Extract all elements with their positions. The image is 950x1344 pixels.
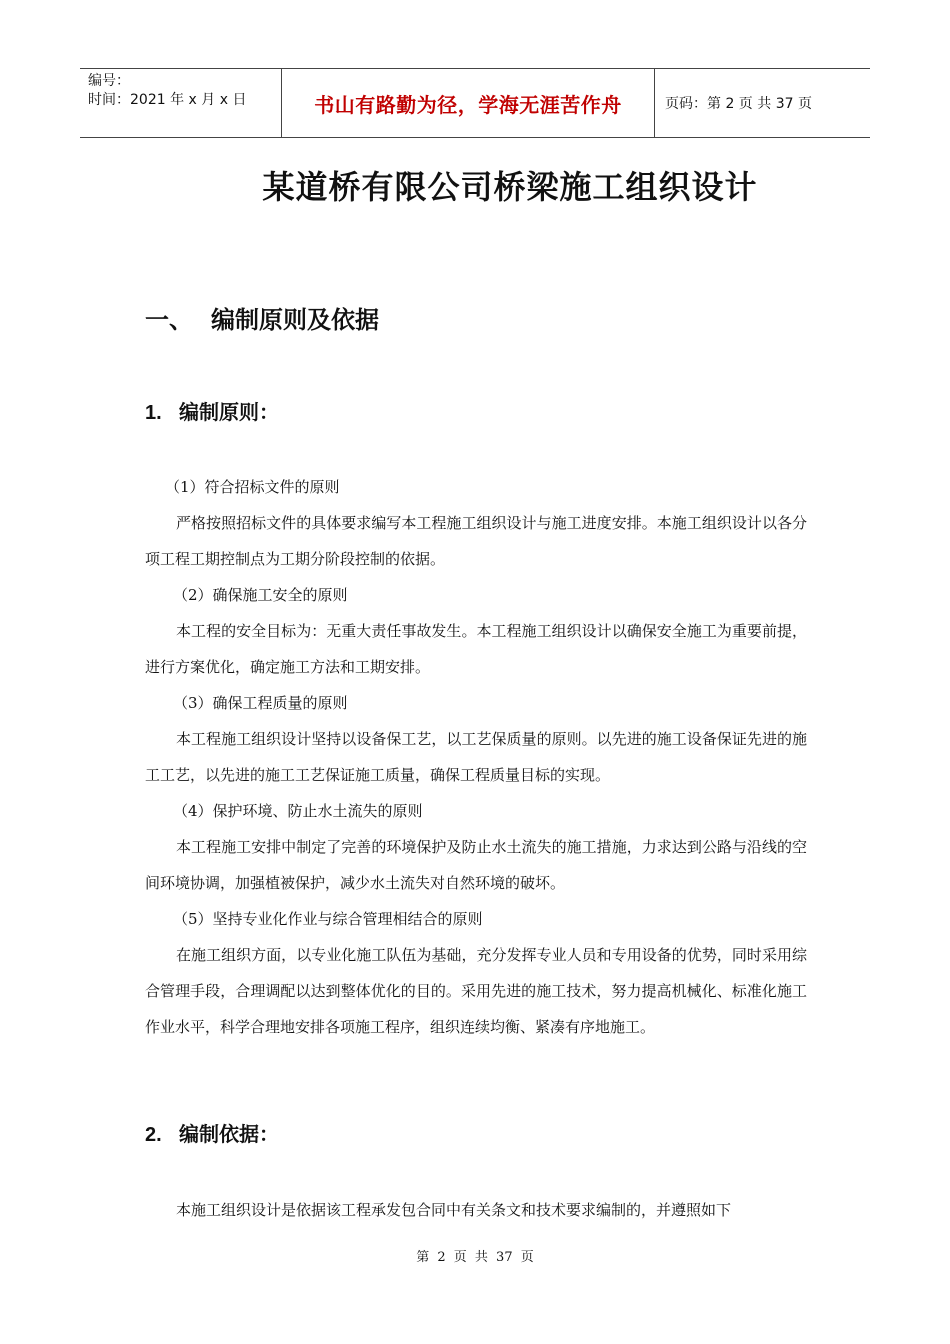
principle-text: 本工程施工组织设计坚持以设备保工艺，以工艺保质量的原则。以先进的施工设备保证先进的施工工艺，以先进的施工工艺保证施工质量，确保工程质量目标的实现。 xyxy=(145,730,807,784)
header-meta-cell xyxy=(80,69,282,137)
header-page-number: 页码：第 2 页 共 37 页 xyxy=(665,96,812,112)
header-page-cell xyxy=(655,69,870,137)
subsection-number: 2. xyxy=(145,1124,162,1146)
subsection-heading-basis xyxy=(145,1118,279,1147)
principle-title: （2）确保施工安全的原则 xyxy=(173,586,348,604)
document-time-label: 时间：2021 年 x 月 x 日 xyxy=(88,92,247,108)
principle-text: 在施工组织方面，以专业化施工队伍为基础，充分发挥专业人员和专用设备的优势，同时采用综合管理手段，合理调配以达到整体优化的目的。采用先进的施工技术，努力提高机械化、标准化施工作业水平，科学合理地安排各项施工程序，组织连续均衡、紧凑有序地施工。 xyxy=(145,946,807,1036)
principle-title: （1）符合招标文件的原则 xyxy=(165,478,340,496)
page-footer: 第 2 页 共 37 页 xyxy=(416,1250,534,1265)
header-motto-cell xyxy=(282,69,655,137)
principles-body xyxy=(145,469,807,1045)
principle-text: 本工程的安全目标为：无重大责任事故发生。本工程施工组织设计以确保安全施工为重要前提，进行方案优化，确定施工方法和工期安排。 xyxy=(145,622,807,676)
principle-text: 严格按照招标文件的具体要求编写本工程施工组织设计与施工进度安排。本施工组织设计以各分项工程工期控制点为工期分阶段控制的依据。 xyxy=(145,514,807,568)
section-number: 一、 xyxy=(145,306,193,334)
header-motto: 书山有路勤为径，学海无涯苦作舟 xyxy=(314,92,622,117)
section-title: 编制原则及依据 xyxy=(211,306,379,334)
header-table xyxy=(80,68,870,138)
document-number-label: 编号： xyxy=(88,73,130,89)
principle-title: （3）确保工程质量的原则 xyxy=(173,694,348,712)
section-heading xyxy=(145,300,379,335)
principle-text: 本工程施工安排中制定了完善的环境保护及防止水土流失的施工措施，力求达到公路与沿线的空间环境协调，加强植被保护，减少水土流失对自然环境的破坏。 xyxy=(145,838,807,892)
subsection-heading-principles xyxy=(145,396,279,425)
principle-title: （5）坚持专业化作业与综合管理相结合的原则 xyxy=(173,910,483,928)
document-title: 某道桥有限公司桥梁施工组织设计 xyxy=(262,168,758,206)
subsection-number: 1. xyxy=(145,402,162,424)
principle-title: （4）保护环境、防止水土流失的原则 xyxy=(173,802,423,820)
subsection-title: 编制依据： xyxy=(179,1122,279,1146)
basis-text: 本施工组织设计是依据该工程承发包合同中有关条文和技术要求编制的，并遵照如下 xyxy=(176,1201,732,1219)
subsection-title: 编制原则： xyxy=(179,400,279,424)
basis-body xyxy=(145,1192,807,1228)
